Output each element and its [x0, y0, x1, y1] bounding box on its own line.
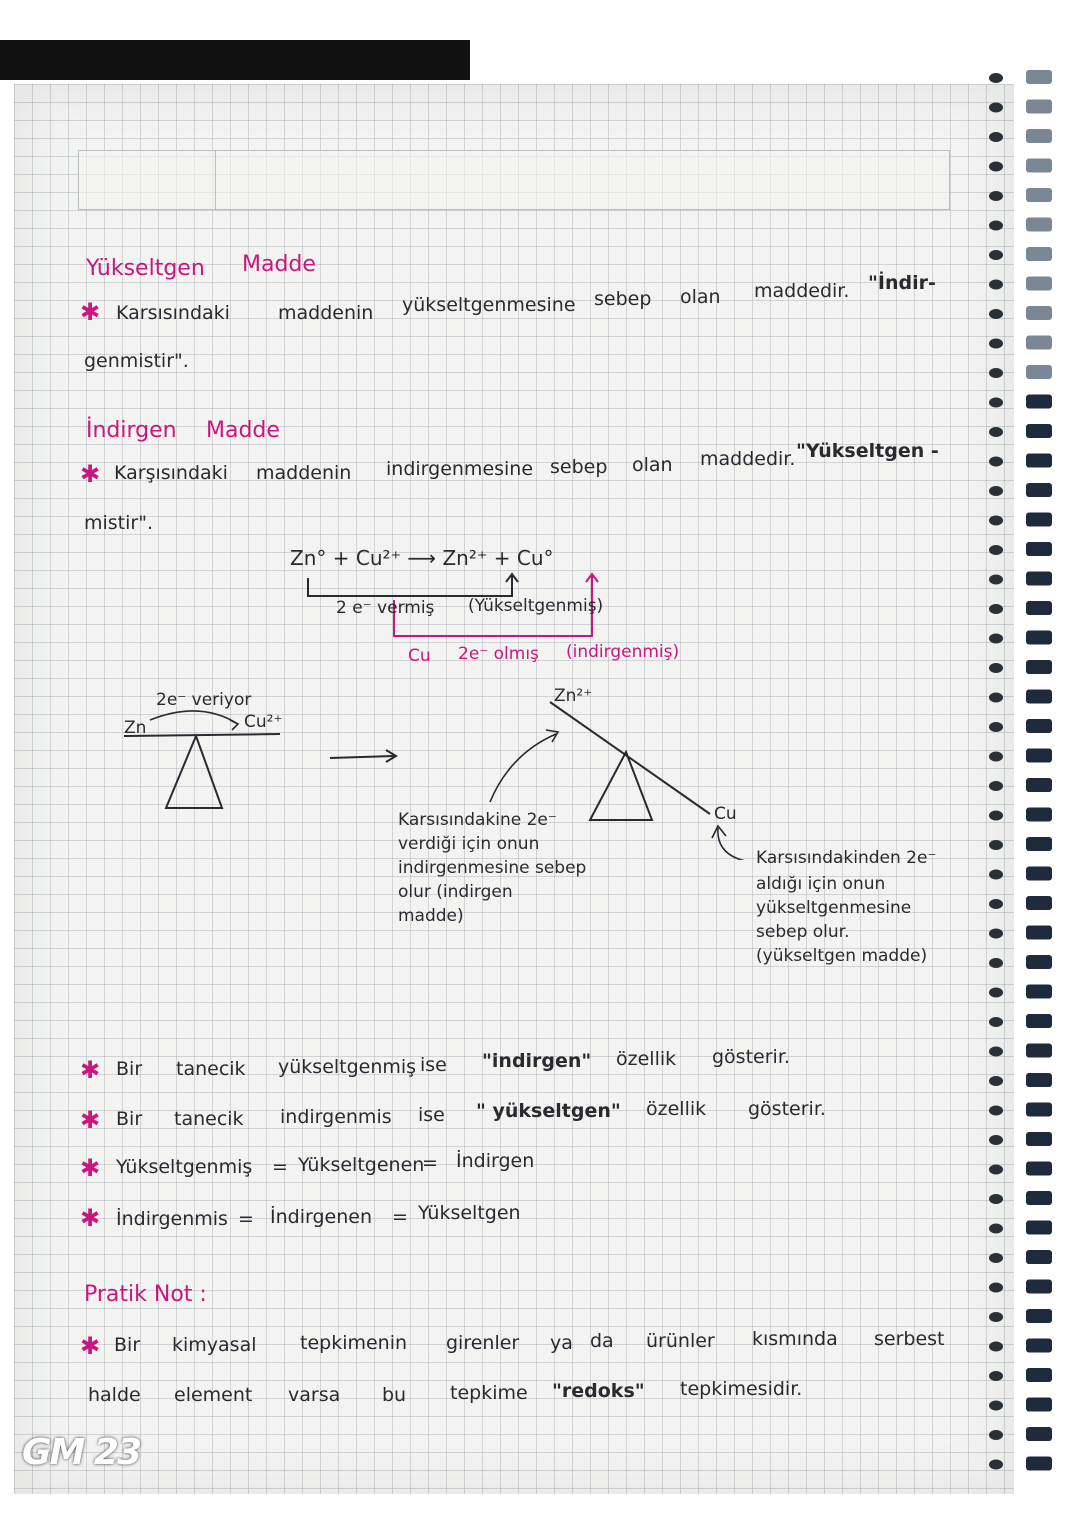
- spiral-ring: [1026, 1221, 1052, 1235]
- spiral-hole: [989, 663, 1003, 673]
- spiral-hole: [989, 634, 1003, 644]
- rule-word: Yükseltgen: [418, 1202, 521, 1224]
- rule-word: =: [272, 1156, 288, 1178]
- spiral-hole: [989, 1312, 1003, 1322]
- spiral-ring: [1026, 896, 1052, 910]
- spiral-hole: [989, 486, 1003, 496]
- spiral-hole: [989, 457, 1003, 467]
- spiral-ring: [1026, 100, 1052, 114]
- rule-word: yükseltgenmiş: [278, 1056, 417, 1078]
- spiral-ring: [1026, 542, 1052, 556]
- note-word: varsa: [288, 1384, 341, 1406]
- spiral-ring: [1026, 277, 1052, 291]
- note-right-line: aldığı için onun: [756, 874, 886, 894]
- left-cu: Cu²⁺: [244, 712, 283, 732]
- spiral-hole: [989, 1371, 1003, 1381]
- spiral-ring: [1026, 1339, 1052, 1353]
- spiral-ring: [1026, 1250, 1052, 1264]
- spiral-ring: [1026, 1044, 1052, 1058]
- spiral-hole: [989, 1076, 1003, 1086]
- note-right-line: yükseltgenmesine: [756, 898, 912, 918]
- spiral-hole: [989, 988, 1003, 998]
- gm-watermark-logo: GM 23: [22, 1432, 141, 1473]
- spiral-hole: [989, 1401, 1003, 1411]
- oxidizer-line2: genmistir".: [84, 350, 189, 372]
- spiral-ring: [1026, 1103, 1052, 1117]
- note-word: girenler: [446, 1332, 520, 1354]
- spiral-hole: [989, 840, 1003, 850]
- spiral-hole: [989, 1253, 1003, 1263]
- note-left-line: madde): [398, 906, 464, 926]
- rule-word: tanecik: [176, 1058, 246, 1080]
- spiral-hole: [989, 191, 1003, 201]
- spiral-hole: [989, 1047, 1003, 1057]
- spiral-ring: [1026, 247, 1052, 261]
- rule-word: ise: [420, 1054, 447, 1076]
- cu-result: (indirgenmiş): [566, 642, 680, 662]
- rule-word: özellik: [616, 1048, 677, 1070]
- spiral-hole: [989, 280, 1003, 290]
- note-word: ya: [550, 1332, 573, 1354]
- spiral-ring: [1026, 424, 1052, 438]
- spiral-ring: [1026, 129, 1052, 143]
- spiral-ring: [1026, 749, 1052, 763]
- bullet-star-icon: ✱: [80, 1154, 101, 1182]
- spiral-ring: [1026, 336, 1052, 350]
- spiral-ring: [1026, 690, 1052, 704]
- spiral-ring: [1026, 365, 1052, 379]
- rule-word: ise: [418, 1104, 445, 1126]
- spiral-ring: [1026, 1457, 1052, 1471]
- spiral-ring: [1026, 1132, 1052, 1146]
- spiral-ring: [1026, 926, 1052, 940]
- spiral-hole: [989, 1342, 1003, 1352]
- spiral-hole: [989, 899, 1003, 909]
- note-word: bu: [382, 1384, 407, 1406]
- spiral-hole: [989, 545, 1003, 555]
- bullet-star-icon: ✱: [80, 460, 101, 488]
- rule-word: tanecik: [174, 1108, 244, 1130]
- rule-word: Yükseltgenmiş: [116, 1156, 253, 1178]
- spiral-hole: [989, 575, 1003, 585]
- spiral-ring: [1026, 1368, 1052, 1382]
- spiral-hole: [989, 250, 1003, 260]
- oxidizer-word: maddedir.: [754, 280, 850, 302]
- rule-word: Yükseltgenen: [298, 1154, 425, 1176]
- spiral-ring: [1026, 218, 1052, 232]
- spiral-hole: [989, 1283, 1003, 1293]
- reducer-title-1: İndirgen: [86, 418, 177, 443]
- rule-word: İndirgen: [456, 1150, 535, 1172]
- spiral-ring: [1026, 837, 1052, 851]
- balance-diagram: [110, 690, 990, 860]
- spiral-hole: [989, 427, 1003, 437]
- note-left-line: Karsısındakine 2e⁻: [398, 810, 557, 830]
- page-header-box: [78, 150, 950, 210]
- spiral-ring: [1026, 70, 1052, 84]
- bullet-star-icon: ✱: [80, 298, 101, 326]
- spiral-hole: [989, 604, 1003, 614]
- bullet-star-icon: ✱: [80, 1056, 101, 1084]
- oxidizer-word: Karsısındaki: [116, 302, 230, 324]
- reducer-word: indirgenmesine: [386, 458, 534, 480]
- spiral-ring: [1026, 483, 1052, 497]
- spiral-hole: [989, 368, 1003, 378]
- spiral-ring: [1026, 985, 1052, 999]
- spiral-ring: [1026, 1309, 1052, 1323]
- spiral-ring: [1026, 306, 1052, 320]
- note-right-line: Karsısındakinden 2e⁻: [756, 848, 937, 868]
- note-word: tepkimenin: [300, 1332, 408, 1354]
- spiral-ring: [1026, 808, 1052, 822]
- spiral-hole: [989, 722, 1003, 732]
- spiral-ring: [1026, 454, 1052, 468]
- spiral-hole: [989, 1017, 1003, 1027]
- note-word: ürünler: [646, 1330, 715, 1352]
- spiral-hole: [989, 811, 1003, 821]
- spiral-hole: [989, 103, 1003, 113]
- note-right-line: (yükseltgen madde): [756, 946, 928, 966]
- note-word: tepkime: [450, 1382, 528, 1404]
- spiral-ring: [1026, 867, 1052, 881]
- rule-word: Bir: [116, 1108, 143, 1130]
- note-word: serbest: [874, 1328, 945, 1350]
- practical-note-title: Pratik Not :: [84, 1282, 207, 1307]
- spiral-ring: [1026, 572, 1052, 586]
- spiral-ring: [1026, 778, 1052, 792]
- note-left-line: indirgenmesine sebep: [398, 858, 587, 878]
- spiral-ring: [1026, 1162, 1052, 1176]
- reducer-word: olan: [632, 454, 673, 476]
- spiral-ring: [1026, 719, 1052, 733]
- spiral-hole: [989, 929, 1003, 939]
- cu-note-2: 2e⁻ olmış: [458, 644, 539, 664]
- oxidizer-word: "İndir-: [868, 272, 936, 294]
- reducer-title-2: Madde: [206, 418, 280, 443]
- rule-word: =: [392, 1206, 408, 1228]
- spiral-ring: [1026, 188, 1052, 202]
- spiral-ring: [1026, 395, 1052, 409]
- rule-word: İndirgenen: [270, 1206, 372, 1228]
- spiral-hole: [989, 693, 1003, 703]
- left-arrow-label: 2e⁻ veriyor: [156, 690, 252, 710]
- note-word: da: [590, 1330, 614, 1352]
- spiral-hole: [989, 958, 1003, 968]
- spiral-hole: [989, 339, 1003, 349]
- oxidizer-word: maddenin: [278, 302, 374, 324]
- spiral-hole: [989, 1135, 1003, 1145]
- reducer-word: Karşısındaki: [114, 462, 228, 484]
- spiral-hole: [989, 132, 1003, 142]
- rule-word: gösterir.: [712, 1046, 790, 1068]
- spiral-hole: [989, 162, 1003, 172]
- spiral-ring: [1026, 1073, 1052, 1087]
- bullet-star-icon: ✱: [80, 1204, 101, 1232]
- note-word: "redoks": [552, 1380, 645, 1402]
- reaction-equation: Zn° + Cu²⁺ ⟶ Zn²⁺ + Cu°: [290, 546, 554, 570]
- spiral-ring: [1026, 955, 1052, 969]
- rule-word: gösterir.: [748, 1098, 826, 1120]
- note-word: halde: [88, 1384, 141, 1406]
- rule-word: özellik: [646, 1098, 707, 1120]
- spiral-hole: [989, 1106, 1003, 1116]
- reducer-word: maddedir.: [700, 448, 796, 470]
- note-word: kısmında: [752, 1328, 838, 1350]
- oxidizer-word: yükseltgenmesine: [402, 294, 576, 316]
- spiral-ring: [1026, 631, 1052, 645]
- spiral-ring: [1026, 1427, 1052, 1441]
- oxidizer-title-2: Madde: [242, 252, 316, 277]
- spiral-ring: [1026, 159, 1052, 173]
- rule-word: =: [422, 1152, 438, 1174]
- spiral-ring: [1026, 1398, 1052, 1412]
- spiral-hole: [989, 1430, 1003, 1440]
- spiral-ring: [1026, 660, 1052, 674]
- spiral-hole: [989, 870, 1003, 880]
- note-left-line: olur (indirgen: [398, 882, 513, 902]
- bullet-star-icon: ✱: [80, 1332, 101, 1360]
- spiral-hole: [989, 1224, 1003, 1234]
- oxidizer-word: sebep: [594, 288, 652, 310]
- rule-word: =: [238, 1208, 254, 1230]
- spiral-ring: [1026, 513, 1052, 527]
- right-cu: Cu: [714, 804, 737, 824]
- rule-word: İndirgenmis: [116, 1208, 228, 1230]
- spiral-hole: [989, 221, 1003, 231]
- spiral-ring: [1026, 1280, 1052, 1294]
- reducer-word: "Yükseltgen -: [796, 440, 939, 462]
- top-dark-strip: [0, 40, 470, 80]
- rule-word: " yükseltgen": [476, 1100, 621, 1122]
- spiral-hole: [989, 309, 1003, 319]
- reducer-word: sebep: [550, 456, 608, 478]
- note-word: Bir: [114, 1334, 141, 1356]
- spiral-hole: [989, 781, 1003, 791]
- rule-word: "indirgen": [482, 1050, 592, 1072]
- cu-note-1: Cu: [408, 646, 431, 666]
- zn-note: 2 e⁻ vermiş: [336, 598, 435, 618]
- left-zn: Zn: [124, 718, 147, 738]
- note-word: kimyasal: [172, 1334, 257, 1356]
- note-right-line: sebep olur.: [756, 922, 850, 942]
- spiral-hole: [989, 1165, 1003, 1175]
- spiral-hole: [989, 73, 1003, 83]
- reducer-word: maddenin: [256, 462, 352, 484]
- spiral-hole: [989, 752, 1003, 762]
- note-word: element: [174, 1384, 253, 1406]
- oxidizer-title-1: Yükseltgen: [86, 256, 205, 281]
- note-left-line: verdiği için onun: [398, 834, 540, 854]
- note-word: tepkimesidir.: [680, 1378, 803, 1400]
- spiral-hole: [989, 1460, 1003, 1470]
- oxidizer-word: olan: [680, 286, 721, 308]
- spiral-binding: [980, 40, 1080, 1500]
- reducer-line2: mistir".: [84, 512, 154, 534]
- spiral-hole: [989, 398, 1003, 408]
- spiral-ring: [1026, 601, 1052, 615]
- spiral-ring: [1026, 1191, 1052, 1205]
- spiral-hole: [989, 1194, 1003, 1204]
- spiral-hole: [989, 516, 1003, 526]
- zn-result: (Yükseltgenmiş): [468, 596, 604, 616]
- rule-word: indirgenmis: [280, 1106, 392, 1128]
- bullet-star-icon: ✱: [80, 1106, 101, 1134]
- rule-word: Bir: [116, 1058, 143, 1080]
- right-zn: Zn²⁺: [554, 686, 593, 706]
- spiral-ring: [1026, 1014, 1052, 1028]
